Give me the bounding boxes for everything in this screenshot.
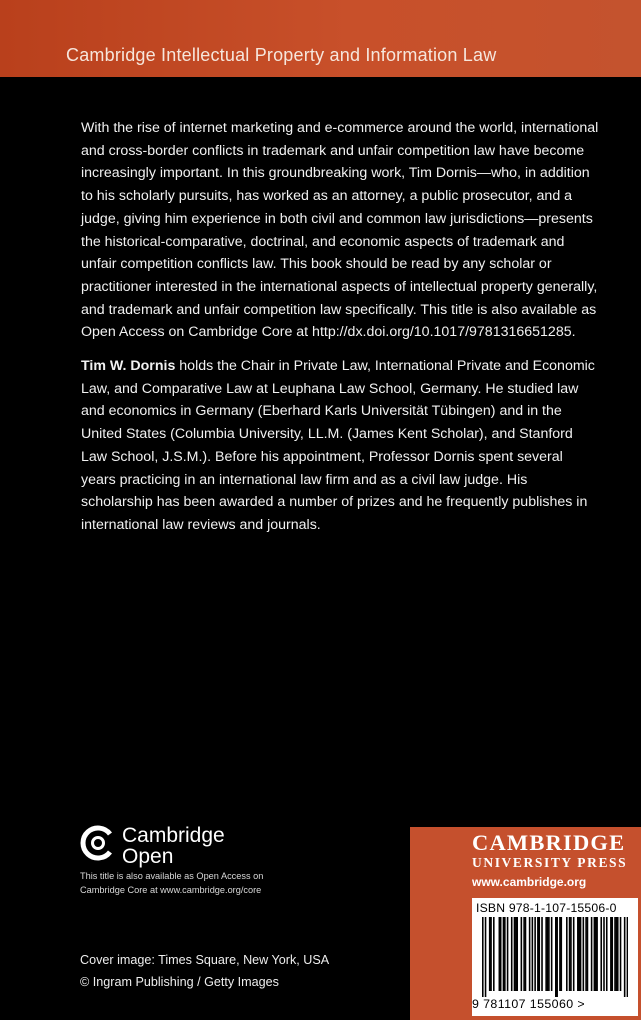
- barcode-bar: [548, 917, 550, 991]
- barcode-bar: [614, 917, 616, 991]
- barcode-bar: [616, 917, 618, 991]
- barcode-bar: [603, 917, 605, 991]
- barcode-bar: [515, 917, 517, 991]
- barcode-bar: [587, 917, 589, 991]
- barcode-bar: [569, 917, 571, 991]
- barcode-bar: [551, 917, 553, 991]
- barcode-bar: [591, 917, 593, 991]
- series-banner: [0, 0, 641, 77]
- barcode-bar: [538, 917, 540, 991]
- isbn-text: ISBN 978-1-107-15506-0: [476, 901, 617, 915]
- author-paragraph: [81, 355, 601, 537]
- open-logo-word-open: Open: [122, 845, 174, 868]
- barcode-bar: [485, 917, 487, 997]
- barcode-bar: [627, 917, 628, 997]
- barcode-bar: [556, 917, 558, 997]
- barcode-bar: [541, 917, 543, 991]
- barcode-bar: [534, 917, 536, 991]
- barcode-bar: [493, 917, 495, 991]
- barcode-bar: [600, 917, 602, 991]
- barcode-digits: 9 781107 155060 >: [472, 997, 586, 1011]
- author-bio: holds the Chair in Private Law, International Private and Economic Law, and Comparative Law at Leuphana Law School, Germany. He studied law and economics in Germany (Eberhard Karls Universität Tübingen) and in the United States (Columbia University, LL.M. (James Kent Scholar), and Stanford Law School, J.S.M.). Before his appointment, Professor Dornis spent several years practicing in an international law firm and as a civil law judge. His scholarship has been awarded a number of prizes and he frequently publishes in international law reviews and journals.: [81, 358, 595, 533]
- barcode-bar: [489, 917, 491, 991]
- barcode-bar: [529, 917, 531, 991]
- barcode-bar: [521, 917, 523, 991]
- description-paragraph: With the rise of internet marketing and e-commerce around the world, international and cross-border conflicts in trademark and unfair competition law have become increasingly important. In this groundbreaking work, Tim Dornis—who, in addition to his scholarly pursuits, has worked as an attorney, a public prosecutor, and a judge, giving him experience in both civil and common law jurisdictions—presents the historical-comparative, doctrinal, and economic aspects of trademark and unfair competition conflicts law. This book should be read by any scholar or practitioner interested in the international aspects of intellectual property generally, and trademark and unfair competition law specifically. This title is also available as Open Access on Cambridge Core at http://dx.doi.org/10.1017/9781316651285.: [81, 120, 599, 341]
- barcode-bar: [499, 917, 501, 991]
- barcode-bar: [482, 917, 484, 997]
- barcode-box: [472, 898, 638, 1016]
- barcode-bar: [583, 917, 585, 991]
- barcode-bar: [580, 917, 582, 991]
- barcode-bar: [570, 917, 572, 991]
- barcode-bar: [532, 917, 534, 991]
- back-cover-blurb: [81, 117, 601, 537]
- barcode-bar: [610, 917, 612, 991]
- barcode-bar: [595, 917, 597, 991]
- series-title: Cambridge Intellectual Property and Information Law: [66, 45, 497, 65]
- press-name: CAMBRIDGE: [472, 830, 626, 855]
- cambridge-open-icon: [80, 825, 116, 861]
- barcode-bar: [525, 917, 527, 991]
- barcode-bar: [620, 917, 622, 991]
- barcode-bar: [507, 917, 509, 991]
- barcode-bar: [596, 917, 598, 991]
- cambridge-open-logo: [80, 825, 280, 870]
- barcode-bar: [617, 917, 619, 991]
- cover-image-credit: Cover image: Times Square, New York, USA © Ingram Publishing / Getty Images: [80, 953, 329, 989]
- barcode-bar: [611, 917, 613, 991]
- barcode-bar: [516, 917, 518, 991]
- press-url: www.cambridge.org: [472, 875, 587, 889]
- author-name: Tim W. Dornis: [81, 358, 176, 375]
- barcode-bar: [545, 917, 547, 991]
- barcode-bar: [559, 917, 561, 991]
- barcode-bar: [547, 917, 549, 991]
- barcode-bar: [624, 917, 626, 997]
- barcode-bar: [566, 917, 568, 991]
- barcode-bar: [606, 917, 608, 991]
- barcode-bar: [585, 917, 587, 991]
- barcode-bar: [573, 917, 575, 991]
- open-access-note: This title is also available as Open Access on Cambridge Core at www.cambridge.org/core: [80, 871, 264, 895]
- barcode-bars: [482, 917, 628, 997]
- barcode-bar: [523, 917, 525, 991]
- press-block: [410, 827, 641, 1020]
- barcode-bar: [503, 917, 505, 991]
- open-logo-word-cambridge: Cambridge: [122, 824, 225, 847]
- press-subtitle: UNIVERSITY PRESS: [472, 855, 628, 870]
- barcode-bar: [594, 917, 596, 991]
- barcode-bar: [514, 917, 516, 991]
- barcode-bar: [490, 917, 492, 991]
- barcode-bar: [555, 917, 557, 997]
- barcode-bar: [537, 917, 539, 991]
- barcode-bar: [500, 917, 502, 991]
- barcode-bar: [561, 917, 563, 991]
- barcode-bar: [511, 917, 513, 991]
- barcode-bar: [577, 917, 579, 991]
- barcode-bar: [578, 917, 580, 991]
- barcode-bar: [504, 917, 506, 991]
